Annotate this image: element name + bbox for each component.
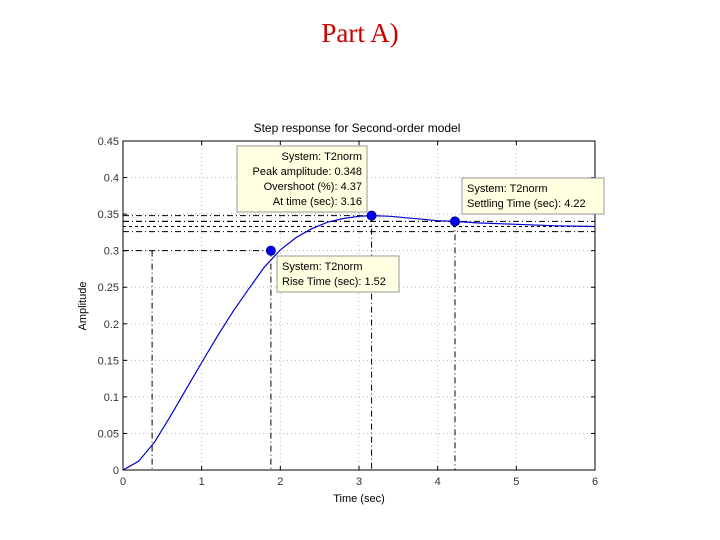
- y-tick-label: 0: [112, 465, 119, 477]
- y-tick-label: 0.3: [103, 245, 119, 258]
- peak-point[interactable]: [367, 211, 376, 220]
- peak-datatip-line: Peak amplitude: 0.348: [252, 166, 362, 178]
- x-tick-label: 1: [198, 476, 205, 488]
- slide-title: Part A): [321, 18, 399, 48]
- peak-datatip-line: System: T2norm: [281, 151, 362, 163]
- peak-datatip-line: Overshoot (%): 4.37: [263, 181, 362, 193]
- rise-time-point[interactable]: [266, 246, 275, 255]
- settling-time-datatip-line: Settling Time (sec): 4.22: [467, 198, 586, 210]
- y-tick-label: 0.35: [97, 209, 119, 222]
- y-tick-label: 0.25: [97, 282, 119, 295]
- y-tick-label: 0.1: [103, 391, 119, 404]
- x-tick-label: 0: [119, 476, 127, 488]
- y-tick-label: 0.45: [97, 136, 119, 148]
- peak-datatip-line: At time (sec): 3.16: [272, 196, 362, 208]
- settling-time-point[interactable]: [450, 217, 459, 226]
- x-axis-label: Time (sec): [333, 493, 385, 505]
- x-tick-label: 3: [355, 476, 363, 488]
- rise-time-datatip-line: Rise Time (sec): 1.52: [282, 276, 386, 288]
- peak-datatip[interactable]: [237, 146, 367, 212]
- chart-title: Step response for Second-order model: [253, 121, 461, 135]
- y-tick-label: 0.4: [103, 172, 119, 185]
- x-tick-label: 2: [277, 476, 284, 488]
- settling-time-datatip[interactable]: [462, 178, 604, 214]
- x-tick-label: 5: [513, 476, 520, 488]
- y-tick-label: 0.2: [103, 318, 119, 331]
- y-tick-label: 0.15: [97, 355, 119, 368]
- x-tick-label: 6: [591, 476, 599, 488]
- rise-time-datatip[interactable]: [277, 256, 399, 292]
- x-tick-label: 4: [434, 476, 441, 488]
- settling-time-datatip-line: System: T2norm: [467, 183, 548, 195]
- y-axis-label: Amplitude: [77, 281, 89, 331]
- y-tick-label: 0.05: [97, 428, 119, 441]
- rise-time-datatip-line: System: T2norm: [282, 261, 363, 273]
